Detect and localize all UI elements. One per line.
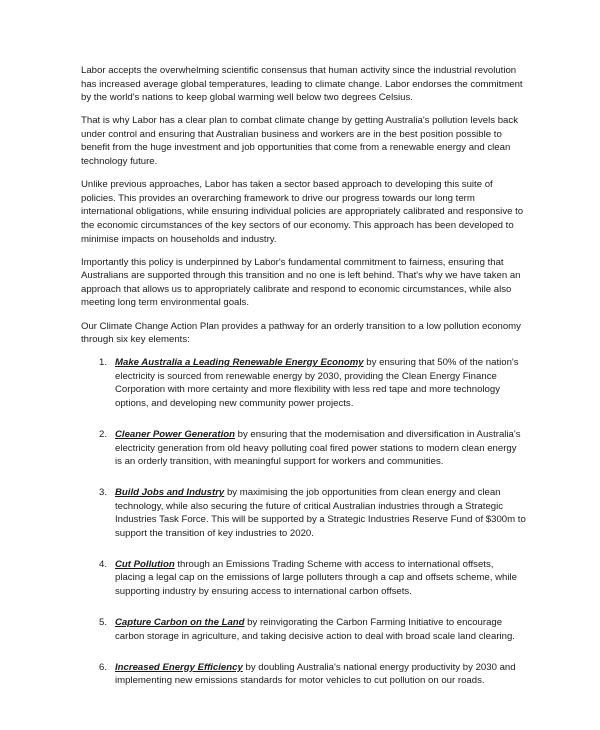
list-item-number: 6. (99, 661, 108, 673)
paragraph-clear-plan: That is why Labor has a clear plan to combat climate change by getting Australia's pollution levels back under control and ensuring that Australian business and workers are in the best position possible to benefit from the huge investment and job opportunities that come from a renewable energy and clean technology future. (81, 115, 518, 168)
list-item-text: by ensuring that the modernisation and diversification in Australia's electricity generation from old heavy polluting coal fired power stations to modern clean energy is an orderly transition, with meaningful support for workers and communities. (115, 428, 521, 468)
list-item-text: by ensuring that 50% of the nation's electricity is sourced from renewable energy by 2030, providing the Clean Energy Finance Corporation with more certainty and more flexibility with less red tape and more technology options, and developing new community power projects. (115, 357, 519, 409)
list-item-text: by reinvigorating the Carbon Farming Initiative to encourage carbon storage in agriculture, and taking decisive action to deal with broad scale land clearing. (115, 617, 515, 642)
list-item (81, 428, 526, 469)
list-item (81, 616, 526, 643)
paragraph-sector-approach: Unlike previous approaches, Labor has taken a sector based approach to developing this suite of policies. This provides an overarching framework to drive our progress towards our long term international obligations, while ensuring individual policies are appropriately calibrated and responsive to the economic circumstances of the key sectors of our economy. This approach has been developed to minimise impacts on households and industry. (81, 179, 524, 245)
paragraph-fairness: Importantly this policy is underpinned by Labor's fundamental commitment to fairness, ensuring that Australians are supported through this transition and no one is left behind. That's why we have taken an approach that allows us to appropriately calibrate and respond to economic circumstances, while also meeting long term environmental goals. (81, 256, 521, 309)
list-item-number: 2. (99, 428, 108, 440)
key-elements-list (81, 356, 526, 688)
paragraph-action-plan-intro: Our Climate Change Action Plan provides a pathway for an orderly transition to a low pollution economy through six key elements: (81, 320, 521, 346)
paragraph-consensus: Labor accepts the overwhelming scientific consensus that human activity since the industrial revolution has increased average global temperatures, leading to climate change. Labor endorses the commitment by the world's nations to keep global warming well below two degrees Celsius. (81, 65, 523, 104)
list-item-number: 4. (99, 558, 108, 570)
list-item (81, 661, 526, 688)
list-item-text: through an Emissions Trading Scheme with access to international offsets, placing a legal cap on the emissions of large polluters through a cap and offsets scheme, while supporting industry by ensuring access to international carbon offsets. (115, 558, 517, 598)
list-item-title: Increased Energy Efficiency (115, 661, 243, 673)
list-item-number: 3. (99, 487, 108, 499)
list-item-title: Build Jobs and Industry (115, 487, 225, 499)
list-item (81, 486, 526, 540)
list-item-number: 1. (99, 357, 108, 369)
list-item (81, 356, 526, 410)
list-item-title: Cut Pollution (115, 558, 175, 570)
document-body (81, 64, 526, 705)
list-item-number: 5. (99, 617, 108, 629)
list-item-title: Make Australia a Leading Renewable Energy Economy (115, 357, 364, 369)
list-item-text: by maximising the job opportunities from clean energy and clean technology, while also securing the future of critical Australian industries through a Strategic Industries Task Force. This will be supported by a Strategic Industries Reserve Fund of $300m to support the transition of key industries to 2020. (115, 487, 526, 539)
list-item (81, 558, 526, 599)
list-item-text: by doubling Australia's national energy productivity by 2030 and implementing new emissions standards for motor vehicles to cut pollution on our roads. (115, 661, 516, 687)
list-item-title: Capture Carbon on the Land (115, 617, 245, 629)
list-item-title: Cleaner Power Generation (115, 428, 235, 440)
